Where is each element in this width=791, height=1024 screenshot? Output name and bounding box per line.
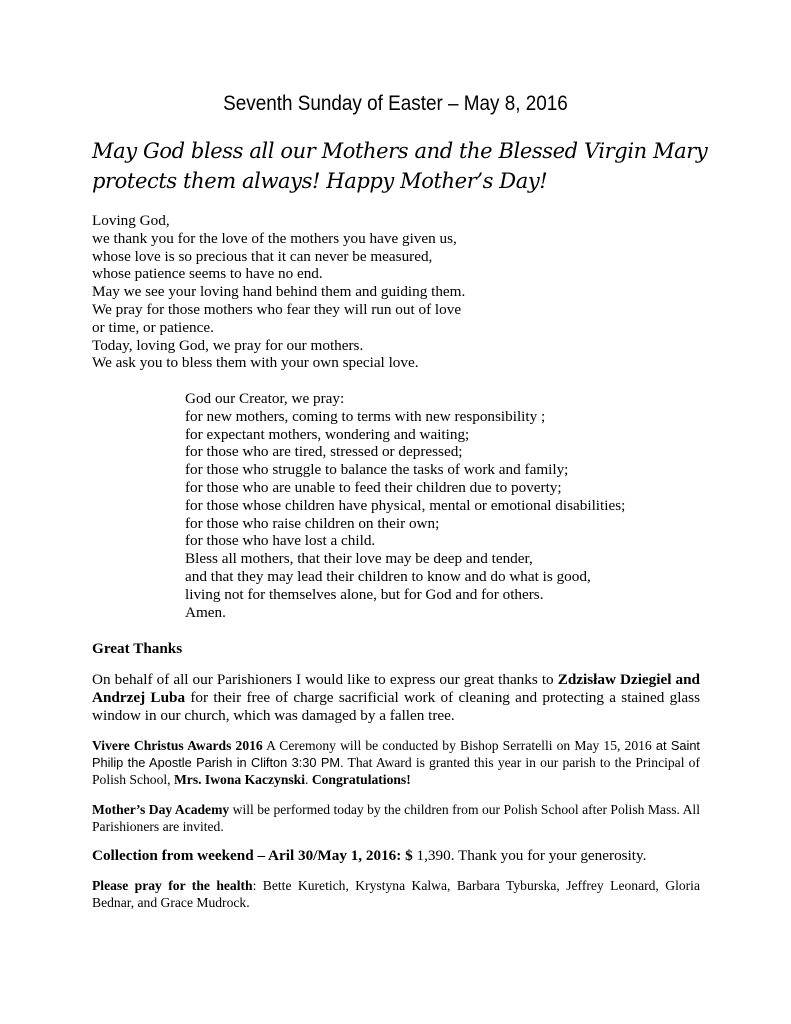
creator-prayer (185, 390, 625, 621)
prayer-line: for those who are unable to feed their children due to poverty; (185, 478, 562, 496)
prayer-line: for those who raise children on their own; (185, 514, 440, 532)
academy-label: Mother’s Day Academy (92, 802, 230, 817)
pray-health-label: Please pray for the health (92, 878, 253, 893)
prayer-line: for those whose children have physical, mental or emotional disabilities; (185, 496, 626, 514)
blessing-line: May God bless all our Mothers and the Blessed Virgin Mary (92, 139, 708, 163)
vivere-text: . (305, 772, 312, 787)
academy-paragraph (92, 801, 700, 835)
prayer-line: for those who struggle to balance the tasks of work and family; (185, 461, 569, 479)
vivere-text: A Ceremony will be conducted by Bishop Serratelli on May 15, 2016 (262, 738, 656, 753)
prayer-line: whose patience seems to have no end. (92, 265, 323, 283)
thanks-text: On behalf of all our Parishioners I would like to express our great thanks to (92, 671, 558, 688)
prayer-line: May we see your loving hand behind them and guiding them. (92, 283, 466, 301)
blessing-line: protects them always! Happy Mother’s Day! (92, 169, 548, 193)
prayer-line: for those who are tired, stressed or depressed; (185, 443, 463, 461)
prayer-line: and that they may lead their children to know and do what is good, (185, 567, 591, 585)
thanks-text: for their free of charge sacrificial work of cleaning and protecting a stained glass window in our church, which was damaged by a fallen tree. (92, 689, 700, 725)
prayer-line: Bless all mothers, that their love may be deep and tender, (185, 550, 533, 568)
academy-text: will be performed today by the children from our Polish School after Polish Mass. All Parishioners are invited. (92, 802, 700, 834)
great-thanks-paragraph (92, 671, 700, 726)
pray-health-paragraph (92, 877, 700, 911)
pray-health-text: : Bette Kuretich, Krystyna Kalwa, Barbara Tyburska, Jeffrey Leonard, Gloria Bednar, and Grace Mudrock. (92, 878, 700, 910)
vivere-recipient: Mrs. Iwona Kaczynski (173, 772, 306, 787)
vivere-text: That Award is granted this year in our parish to the Principal of Polish School, (92, 755, 700, 787)
prayer-line: Amen. (185, 603, 226, 621)
prayer-line: or time, or patience. (92, 318, 214, 336)
vivere-location: at Saint Philip the Apostle Parish in Clifton 3:30 PM. (92, 738, 700, 770)
prayer-line: God our Creator, we pray: (185, 390, 345, 407)
great-thanks-heading: Great Thanks (92, 640, 183, 657)
collection-label: Collection from weekend – Aril 30/May 1, 2016: $ (92, 847, 413, 864)
collection-text: Thank you for your generosity. (454, 847, 647, 864)
vivere-label: Vivere Christus Awards 2016 (92, 738, 263, 753)
thanks-names: Zdzisław Dziegiel and Andrzej Luba (92, 671, 700, 707)
collection-amount: 1,390. (412, 847, 455, 864)
prayer-line: We ask you to bless them with your own special love. (92, 354, 419, 372)
prayer-line: Loving God, (92, 212, 170, 229)
vivere-congrats: Congratulations! (311, 772, 411, 787)
mothers-day-blessing (92, 136, 732, 196)
prayer-line: we thank you for the love of the mothers you have given us, (92, 229, 457, 247)
vivere-christus-paragraph (92, 737, 700, 788)
prayer-line: for those who have lost a child. (185, 532, 376, 550)
prayer-line: for expectant mothers, wondering and waiting; (185, 425, 470, 443)
prayer-line: Today, loving God, we pray for our mothers. (92, 336, 364, 354)
prayer-line: living not for themselves alone, but for God and for others. (185, 585, 544, 603)
prayer-line: whose love is so precious that it can never be measured, (92, 247, 433, 265)
page-title: Seventh Sunday of Easter – May 8, 2016 (223, 92, 568, 115)
loving-god-prayer (92, 212, 465, 372)
collection-paragraph (92, 847, 700, 865)
prayer-line: We pray for those mothers who fear they will run out of love (92, 300, 462, 318)
prayer-line: for new mothers, coming to terms with new responsibility ; (185, 407, 546, 425)
